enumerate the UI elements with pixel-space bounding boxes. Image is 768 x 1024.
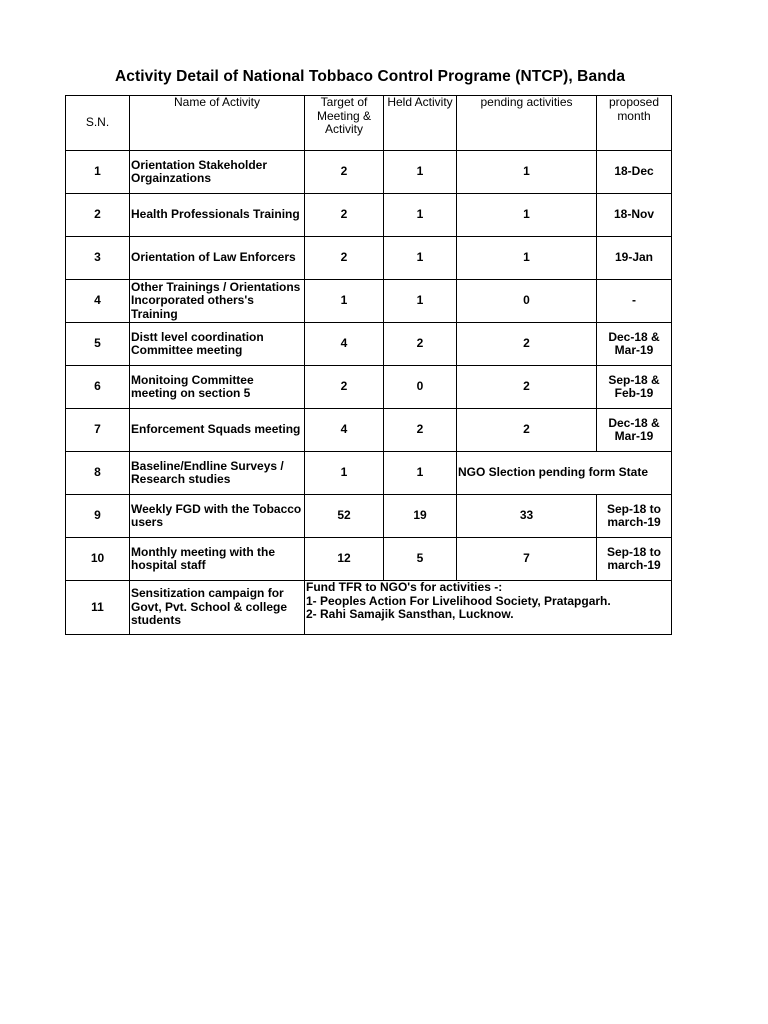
cell-sn: 1 [66, 151, 130, 194]
cell-name: Baseline/Endline Surveys / Research studies [130, 452, 305, 495]
cell-proposed: Sep-18 to march-19 [597, 495, 672, 538]
fund-note-line: 1- Peoples Action For Livelihood Society, Pratapgarh. [306, 593, 611, 608]
cell-sn: 7 [66, 409, 130, 452]
cell-sn: 6 [66, 366, 130, 409]
cell-held: 1 [384, 151, 457, 194]
cell-held: 1 [384, 194, 457, 237]
cell-name: Other Trainings / Orientations Incorporated others's Training [130, 280, 305, 323]
cell-held: 0 [384, 366, 457, 409]
table-row [66, 452, 672, 495]
table-row [66, 366, 672, 409]
table-row [66, 495, 672, 538]
cell-proposed: Sep-18 to march-19 [597, 538, 672, 581]
cell-target: 1 [305, 452, 384, 495]
cell-held: 2 [384, 323, 457, 366]
cell-proposed: - [597, 280, 672, 323]
cell-pending: 2 [457, 366, 597, 409]
cell-target: 52 [305, 495, 384, 538]
cell-proposed: Dec-18 & Mar-19 [597, 323, 672, 366]
table-row [66, 280, 672, 323]
cell-sn: 8 [66, 452, 130, 495]
cell-pending: 1 [457, 237, 597, 280]
cell-target: 2 [305, 194, 384, 237]
table-row [66, 323, 672, 366]
cell-pending: 1 [457, 151, 597, 194]
table-row [66, 237, 672, 280]
cell-name: Sensitization campaign for Govt, Pvt. School & college students [130, 581, 305, 635]
cell-target: 2 [305, 366, 384, 409]
cell-sn: 4 [66, 280, 130, 323]
cell-pending: 33 [457, 495, 597, 538]
cell-target: 12 [305, 538, 384, 581]
table-row [66, 538, 672, 581]
header-sn: S.N. [66, 96, 130, 151]
table-row [66, 409, 672, 452]
cell-name: Orientation of Law Enforcers [130, 237, 305, 280]
cell-name: Weekly FGD with the Tobacco users [130, 495, 305, 538]
cell-target: 4 [305, 409, 384, 452]
cell-proposed: 18-Dec [597, 151, 672, 194]
page-title: Activity Detail of National Tobbaco Control Programe (NTCP), Banda [114, 68, 626, 85]
cell-held: 5 [384, 538, 457, 581]
cell-sn: 3 [66, 237, 130, 280]
cell-proposed: 19-Jan [597, 237, 672, 280]
cell-fund-note [305, 581, 672, 635]
header-name: Name of Activity [130, 96, 305, 151]
cell-target: 2 [305, 237, 384, 280]
cell-proposed: Dec-18 & Mar-19 [597, 409, 672, 452]
cell-name: Enforcement Squads meeting [130, 409, 305, 452]
fund-note-line: 2- Rahi Samajik Sansthan, Lucknow. [306, 607, 514, 621]
cell-name: Monthly meeting with the hospital staff [130, 538, 305, 581]
cell-merged-note: NGO Slection pending form State [457, 452, 672, 495]
cell-pending: 1 [457, 194, 597, 237]
cell-name: Orientation Stakeholder Orgainzations [130, 151, 305, 194]
cell-pending: 2 [457, 323, 597, 366]
cell-name: Monitoing Committee meeting on section 5 [130, 366, 305, 409]
table-header-row [66, 96, 672, 151]
header-proposed: proposed month [597, 96, 672, 151]
activity-table [65, 95, 672, 635]
table-row [66, 151, 672, 194]
cell-held: 2 [384, 409, 457, 452]
cell-sn: 9 [66, 495, 130, 538]
cell-sn: 5 [66, 323, 130, 366]
cell-held: 19 [384, 495, 457, 538]
cell-target: 4 [305, 323, 384, 366]
table-row [66, 194, 672, 237]
cell-held: 1 [384, 452, 457, 495]
fund-note-heading: Fund TFR to NGO's for activities -: [306, 580, 503, 594]
cell-proposed: Sep-18 & Feb-19 [597, 366, 672, 409]
cell-held: 1 [384, 280, 457, 323]
cell-sn: 10 [66, 538, 130, 581]
cell-name: Health Professionals Training [130, 194, 305, 237]
cell-sn: 11 [66, 581, 130, 635]
cell-target: 1 [305, 280, 384, 323]
header-target: Target of Meeting & Activity [305, 96, 384, 151]
cell-proposed: 18-Nov [597, 194, 672, 237]
header-pending: pending activities [457, 96, 597, 151]
cell-sn: 2 [66, 194, 130, 237]
cell-name: Distt level coordination Committee meeting [130, 323, 305, 366]
cell-pending: 0 [457, 280, 597, 323]
table-row [66, 581, 672, 635]
cell-held: 1 [384, 237, 457, 280]
cell-pending: 2 [457, 409, 597, 452]
cell-pending: 7 [457, 538, 597, 581]
cell-target: 2 [305, 151, 384, 194]
header-held: Held Activity [384, 96, 457, 151]
